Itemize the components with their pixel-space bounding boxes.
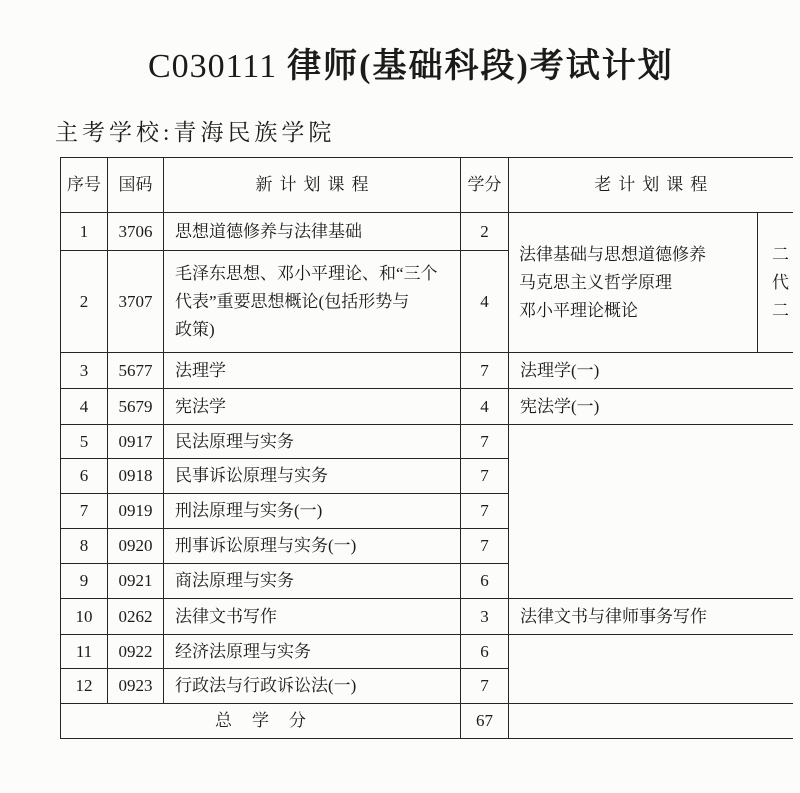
table-row: [61, 353, 793, 389]
cell-credits: 3: [461, 599, 509, 635]
old-course-line: 马克思主义哲学原理: [519, 272, 672, 292]
header-number: 序号: [61, 158, 108, 213]
table-row: [61, 635, 793, 669]
cell-number: 7: [61, 494, 108, 529]
cell-code: 0918: [108, 459, 164, 494]
header-old-course: 老计划课程: [509, 158, 793, 213]
cell-new-course: 刑事诉讼原理与实务(一): [164, 529, 461, 564]
cell-code: 5679: [108, 389, 164, 425]
header-row: [61, 158, 793, 213]
cell-code: 0922: [108, 635, 164, 669]
total-credits-value: 67: [461, 704, 509, 739]
total-credits-label: 总学分: [61, 704, 461, 739]
cell-number: 12: [61, 669, 108, 704]
cell-code: 0917: [108, 425, 164, 459]
cell-number: 8: [61, 529, 108, 564]
cell-code: 0921: [108, 564, 164, 599]
side-text: 二: [772, 244, 789, 264]
cell-new-course: 经济法原理与实务: [164, 635, 461, 669]
cell-number: 10: [61, 599, 108, 635]
cell-credits: 6: [461, 635, 509, 669]
cell-code: 3706: [108, 213, 164, 251]
page-title: [148, 44, 674, 90]
exam-plan-table: [60, 157, 793, 739]
cell-code: 5677: [108, 353, 164, 389]
course-line: 毛泽东思想、邓小平理论、和“三个: [175, 263, 438, 283]
cell-code: 0920: [108, 529, 164, 564]
cell-old-course-empty: [509, 635, 793, 704]
table-row: [61, 599, 793, 635]
cell-number: 6: [61, 459, 108, 494]
plan-name: 律师(基础科段)考试计划: [287, 48, 674, 85]
cell-old-course: 法律文书与律师事务写作: [509, 599, 793, 635]
cell-new-course: 法律文书写作: [164, 599, 461, 635]
cell-new-course: 商法原理与实务: [164, 564, 461, 599]
cell-credits: 2: [461, 213, 509, 251]
cell-code: 3707: [108, 251, 164, 353]
cell-new-course: 宪法学: [164, 389, 461, 425]
course-line: 代表”重要思想概论(包括形势与: [175, 291, 410, 311]
cell-old-course: 法理学(一): [509, 353, 793, 389]
cell-credits: 7: [461, 529, 509, 564]
cell-credits: 7: [461, 425, 509, 459]
cell-credits: 4: [461, 389, 509, 425]
cell-old-course-empty: [509, 425, 793, 599]
cell-credits: 7: [461, 459, 509, 494]
cell-number: 5: [61, 425, 108, 459]
cell-credits: 6: [461, 564, 509, 599]
cell-number: 1: [61, 213, 108, 251]
cell-new-course: 刑法原理与实务(一): [164, 494, 461, 529]
cell-new-course: 思想道德修养与法律基础: [164, 213, 461, 251]
old-course-line: 法律基础与思想道德修养: [519, 244, 706, 264]
cell-old-course-merged: [509, 213, 758, 353]
cell-number: 11: [61, 635, 108, 669]
header-new-course: 新计划课程: [164, 158, 461, 213]
cell-new-course: 民事诉讼原理与实务: [164, 459, 461, 494]
cell-credits: 7: [461, 669, 509, 704]
table-row: [61, 389, 793, 425]
side-text: 代: [772, 272, 789, 292]
old-course-line: 邓小平理论概论: [519, 300, 638, 320]
cell-new-course: 行政法与行政诉讼法(一): [164, 669, 461, 704]
cell-old-course-side: [758, 213, 793, 353]
cell-credits: 7: [461, 494, 509, 529]
course-line: 政策): [175, 319, 215, 339]
total-row: [61, 704, 793, 739]
cell-code: 0262: [108, 599, 164, 635]
cell-number: 4: [61, 389, 108, 425]
side-text: 二: [772, 300, 789, 320]
plan-code: C030111: [148, 48, 278, 85]
host-school: 主考学校:青海民族学院: [55, 120, 336, 145]
cell-number: 9: [61, 564, 108, 599]
cell-number: 3: [61, 353, 108, 389]
cell-old-course: 宪法学(一): [509, 389, 793, 425]
cell-code: 0923: [108, 669, 164, 704]
table-row: [61, 213, 793, 251]
cell-old-course-empty: [509, 704, 793, 739]
cell-new-course: 法理学: [164, 353, 461, 389]
header-credits: 学分: [461, 158, 509, 213]
cell-credits: 7: [461, 353, 509, 389]
cell-new-course: 民法原理与实务: [164, 425, 461, 459]
cell-new-course: [164, 251, 461, 353]
cell-code: 0919: [108, 494, 164, 529]
cell-number: 2: [61, 251, 108, 353]
header-code: 国码: [108, 158, 164, 213]
cell-credits: 4: [461, 251, 509, 353]
table-row: [61, 425, 793, 459]
